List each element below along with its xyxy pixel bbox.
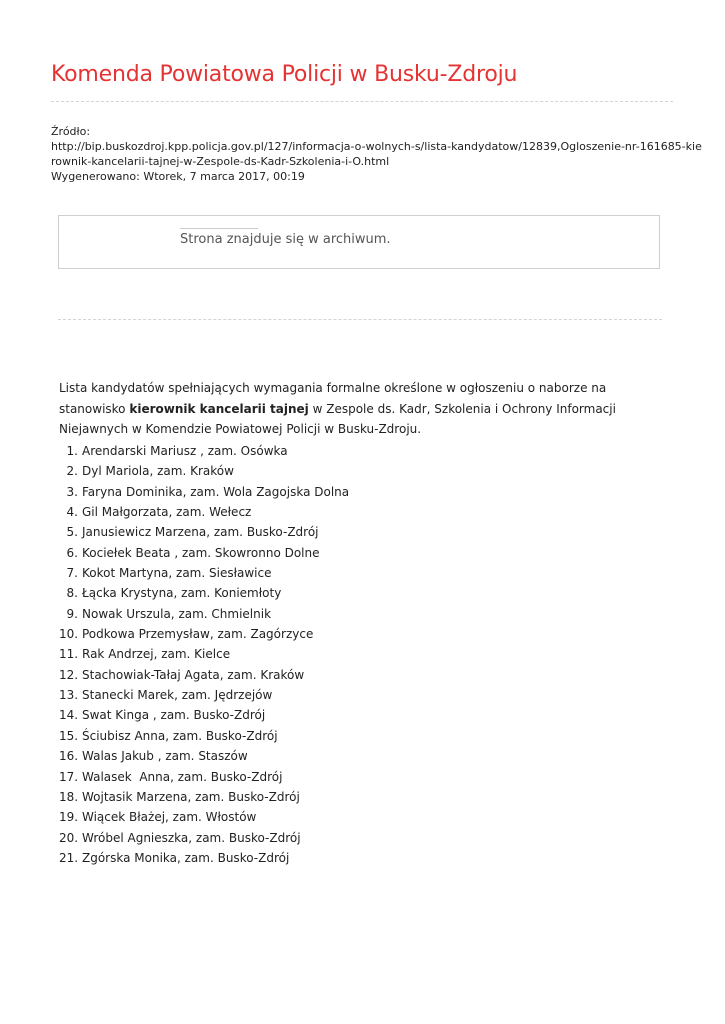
list-item-text: Swat Kinga , zam. Busko-Zdrój [82,708,266,723]
list-item [59,502,349,522]
list-item-text: Podkowa Przemysław, zam. Zagórzyce [82,627,314,642]
list-item [59,563,349,583]
archive-notice-text: Strona znajduje się w archiwum. [180,232,391,247]
list-item-text: Stanecki Marek, zam. Jędrzejów [82,688,273,703]
intro-paragraph [59,378,671,440]
section-divider [58,319,662,320]
list-item-number: 5. [66,525,78,540]
list-item-number: 15. [59,728,79,743]
list-item [59,685,349,705]
list-item-number: 19. [59,810,79,825]
list-item-text: Dyl Mariola, zam. Kraków [82,464,234,479]
list-item-number: 14. [59,708,79,723]
list-item [59,461,349,481]
list-item-text: Walasek Anna, zam. Busko-Zdrój [82,769,283,784]
list-item-text: Ściubisz Anna, zam. Busko-Zdrój [82,728,278,743]
list-item [59,543,349,563]
archive-notice-rule [180,228,258,229]
list-item-number: 2. [66,464,78,479]
list-item-number: 7. [66,566,78,581]
list-item [59,624,349,644]
list-item-number: 11. [59,647,79,662]
list-item-number: 9. [66,606,78,621]
list-item [59,665,349,685]
list-item-number: 18. [59,789,79,804]
list-item-text: Nowak Urszula, zam. Chmielnik [82,606,272,621]
list-item [59,644,349,664]
source-label: Źródło: [51,125,91,138]
list-item [59,828,349,848]
list-item-number: 10. [59,627,79,642]
list-item [59,746,349,766]
list-item-text: Wojtasik Marzena, zam. Busko-Zdrój [82,789,300,804]
list-item-number: 20. [59,830,79,845]
list-item [59,807,349,827]
list-item-text: Kociełek Beata , zam. Skowronno Dolne [82,545,320,560]
list-item [59,482,349,502]
source-url-line-1[interactable]: http://bip.buskozdroj.kpp.policja.gov.pl/127/informacja-o-wolnych-s/lista-kandydatow/12839,Ogloszenie-nr-161685-kie [51,140,702,153]
list-item [59,604,349,624]
list-item-number: 4. [66,505,78,520]
list-item-number: 21. [59,850,79,865]
list-item [59,441,349,461]
source-info [51,124,702,184]
list-item-text: Janusiewicz Marzena, zam. Busko-Zdrój [82,525,319,540]
intro-text-end: w Zespole ds. Kadr, Szkolenia i Ochrony Informacji Niejawnych w Komendzie Powiatowej Policji w Busku-Zdroju. [59,401,616,436]
intro-position-title: kierownik kancelarii tajnej [129,401,309,416]
list-item-text: Łącka Krystyna, zam. Koniemłoty [82,586,282,601]
list-item-number: 1. [66,444,78,458]
list-item [59,522,349,542]
list-item-text: Wróbel Agnieszka, zam. Busko-Zdrój [82,830,301,845]
list-item-text: Faryna Dominika, zam. Wola Zagojska Dolna [82,484,350,499]
list-item-number: 17. [59,769,79,784]
intro-text-start: Lista kandydatów spełniających wymagania formalne określone w ogłoszeniu o naborze na stanowisko [59,381,607,416]
list-item-text: Walas Jakub , zam. Staszów [82,749,248,764]
title-divider [51,101,673,102]
list-item-text: Gil Małgorzata, zam. Wełecz [82,505,252,520]
source-url-line-2[interactable]: rownik-kancelarii-tajnej-w-Zespole-ds-Kadr-Szkolenia-i-O.html [51,155,390,168]
list-item-number: 12. [59,667,79,682]
archive-notice-box [58,215,660,269]
page-title: Komenda Powiatowa Policji w Busku-Zdroju [51,62,518,87]
candidate-list [59,441,349,868]
list-item-text: Kokot Martyna, zam. Siesławice [82,566,272,581]
list-item-number: 3. [66,484,78,499]
list-item-number: 6. [66,545,78,560]
generated-timestamp: Wygenerowano: Wtorek, 7 marca 2017, 00:19 [51,170,305,183]
list-item-number: 16. [59,749,79,764]
list-item-text: Stachowiak-Tałaj Agata, zam. Kraków [82,667,305,682]
list-item-text: Zgórska Monika, zam. Busko-Zdrój [82,850,290,865]
list-item [59,705,349,725]
list-item-text: Arendarski Mariusz , zam. Osówka [82,444,288,458]
list-item [59,787,349,807]
list-item-number: 13. [59,688,79,703]
list-item [59,767,349,787]
list-item [59,726,349,746]
list-item [59,848,349,868]
list-item [59,583,349,603]
list-item-text: Wiącek Błażej, zam. Włostów [82,810,257,825]
list-item-number: 8. [66,586,78,601]
list-item-text: Rak Andrzej, zam. Kielce [82,647,231,662]
